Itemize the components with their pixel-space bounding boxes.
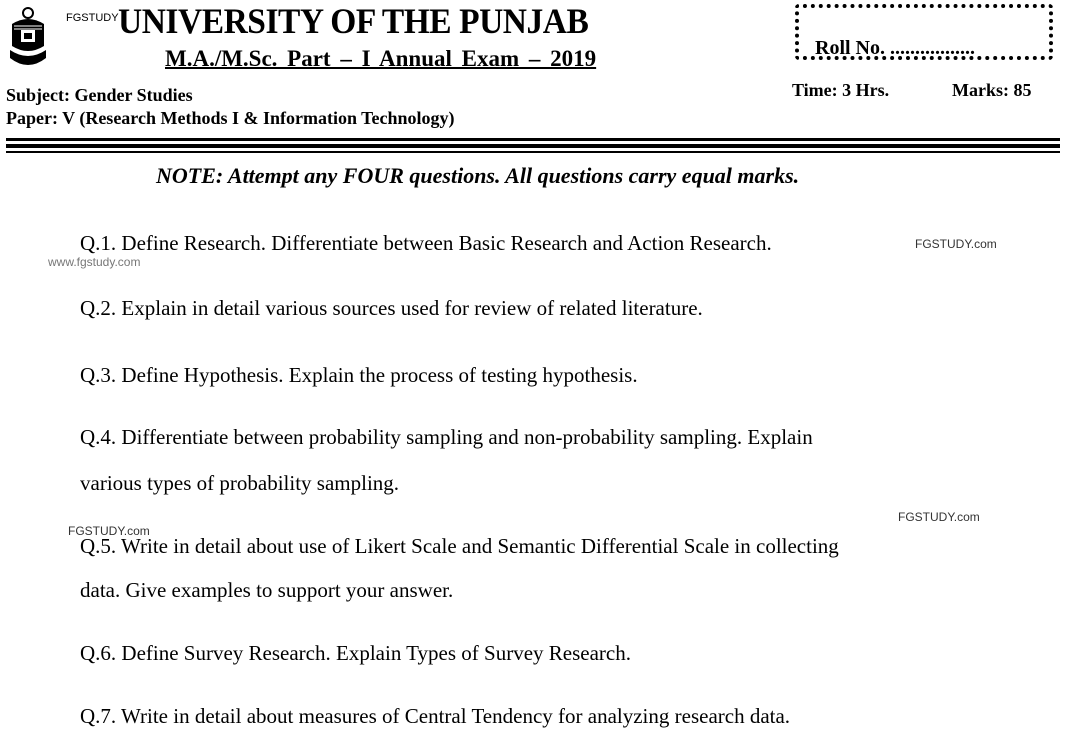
roll-number: Roll No. ................. [815,37,975,59]
total-marks: Marks: 85 [952,80,1032,100]
university-title: UNIVERSITY OF THE PUNJAB [118,1,589,41]
exam-title: M.A./M.Sc. Part – I Annual Exam – 2019 [165,46,597,71]
university-logo [6,6,50,72]
question-2: Q.2. Explain in detail various sources used for review of related literature. [80,296,703,320]
divider [6,151,1060,153]
watermark: FGSTUDY.com [915,237,997,251]
divider [6,144,1060,148]
question-3: Q.3. Define Hypothesis. Explain the process of testing hypothesis. [80,363,638,387]
watermark: FGSTUDY.com [898,510,980,524]
question-4-cont: various types of probability sampling. [80,471,400,495]
instructions-note: NOTE: Attempt any FOUR questions. All questions carry equal marks. [156,163,800,188]
watermark: FGSTUDY.com [68,524,150,538]
question-5: Q.5. Write in detail about use of Likert Scale and Semantic Differential Scale in collecting [80,534,839,558]
paper: Paper: V (Research Methods I & Information Technology) [6,108,455,128]
question-1: Q.1. Define Research. Differentiate between Basic Research and Action Research. [80,231,772,255]
watermark: www.fgstudy.com [48,255,141,269]
question-7: Q.7. Write in detail about measures of Central Tendency for analyzing research data. [80,704,791,728]
question-5-cont: data. Give examples to support your answer. [80,578,454,602]
watermark: FGSTUDY [66,12,119,24]
question-4: Q.4. Differentiate between probability sampling and non-probability sampling. Explain [80,425,813,449]
subject: Subject: Gender Studies [6,85,193,105]
question-6: Q.6. Define Survey Research. Explain Types of Survey Research. [80,641,631,665]
divider [6,138,1060,141]
time-allowed: Time: 3 Hrs. [792,80,890,100]
